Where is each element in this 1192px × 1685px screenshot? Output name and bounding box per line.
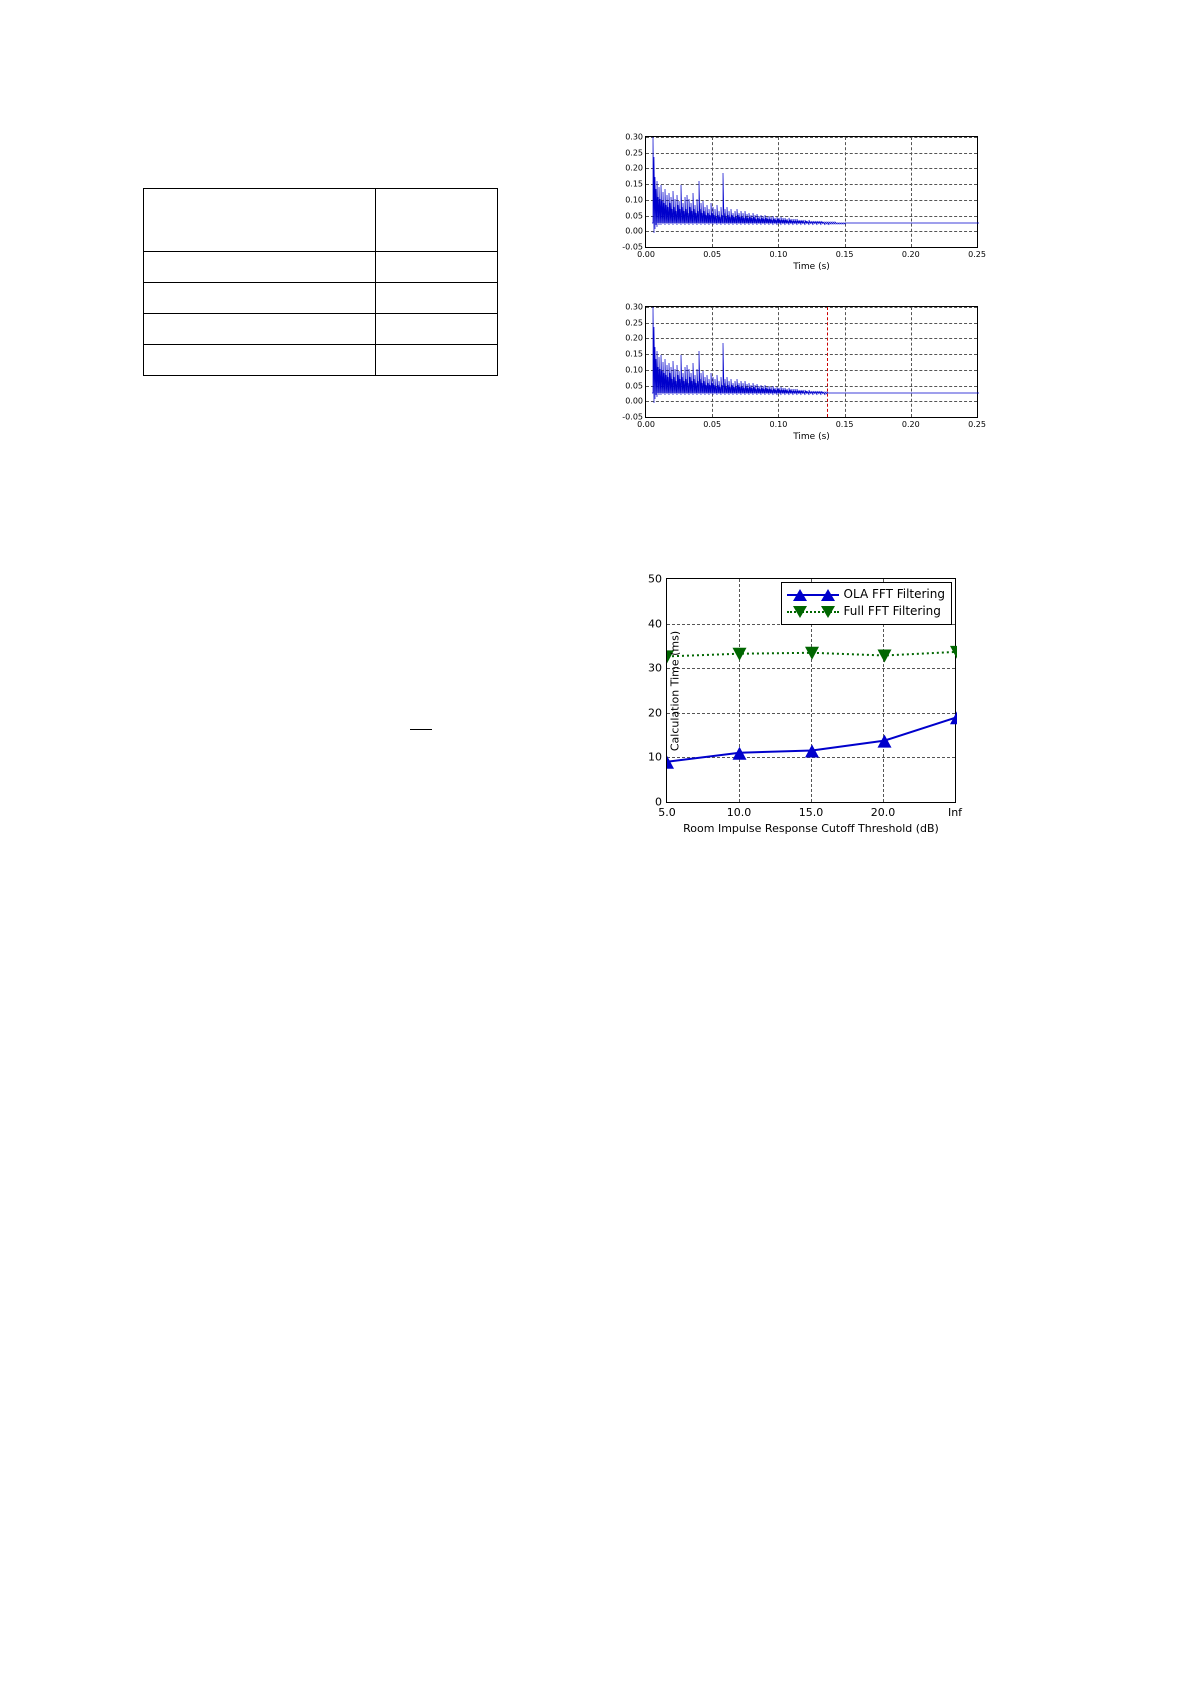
y-tick-label: 0.25 [625,148,643,158]
y-tick-label: 0.20 [625,333,643,343]
table-header-cell [376,189,498,252]
x-tick-label: 0.00 [637,420,655,429]
y-tick-label: -0.05 [622,412,643,422]
y-tick-label: 0.15 [625,179,643,189]
x-tick-label: 20.0 [870,806,896,819]
legend-swatch-full [787,605,839,619]
table-cell [376,283,498,314]
x-axis-label: Room Impulse Response Cutoff Threshold (dB) [683,822,939,835]
table-header-cell [144,189,376,252]
x-tick-label: 0.15 [835,420,854,429]
table-row [144,283,498,314]
x-tick-label: 0.00 [637,250,655,259]
table-header-row [144,189,498,252]
y-tick-label: -0.05 [622,242,643,252]
legend-label-full: Full FFT Filtering [843,604,941,618]
rir-full-plot-area [622,132,986,272]
y-tick-label: 0.10 [625,365,643,375]
series-marker [950,711,957,724]
series-marker [878,650,892,663]
table-cell [144,252,376,283]
y-tick-label: 20 [648,706,662,720]
y-tick-label: 50 [648,572,662,586]
y-tick-label: 0.10 [625,195,643,205]
x-tick-label: 5.0 [658,806,676,819]
figure-room-impulse-response-full [600,130,990,280]
results-table [143,188,498,376]
x-tick-label: 0.05 [703,250,722,259]
figure-room-impulse-response-truncated [600,300,990,450]
table-cell [376,252,498,283]
legend-item-full [787,603,945,620]
x-tick-label: 15.0 [798,806,824,819]
figure-calculation-time [608,566,978,836]
x-tick-label: 10.0 [726,806,752,819]
impulse-response-waveform-truncated [646,307,979,419]
y-tick-label: 0.15 [625,349,643,359]
chart-legend [781,582,952,625]
x-tick-label: 0.20 [901,250,920,259]
rir-truncated-plot-area [622,302,986,442]
y-tick-label: 0.00 [625,396,643,406]
legend-item-ola [787,586,945,603]
x-tick-label: 0.20 [901,420,920,429]
x-tick-label: Inf [947,806,963,819]
table-cell [144,314,376,345]
x-tick-label: 0.10 [769,420,788,429]
y-tick-label: 0.20 [625,163,643,173]
y-axis-label: Calculation Time (ms) [668,630,682,751]
x-axis-label: Time (s) [793,262,830,272]
table-row [144,252,498,283]
y-tick-label: 0.30 [625,302,643,312]
y-tick-label: 10 [648,750,662,764]
x-tick-label: 0.25 [968,420,986,429]
calculation-time-plot-area [648,572,963,835]
fraction-bar [410,722,432,736]
x-tick-label: 0.10 [769,250,788,259]
table-row [144,345,498,376]
y-tick-label: 40 [648,617,662,631]
y-tick-label: 0.30 [625,132,643,142]
y-tick-label: 30 [648,661,662,675]
table-cell [144,345,376,376]
x-tick-label: 0.25 [968,250,986,259]
cutoff-threshold-marker [827,307,828,417]
x-tick-label: 0.15 [835,250,854,259]
y-tick-label: 0.05 [625,211,643,221]
series-marker [733,648,747,661]
results-table-block [143,188,497,376]
legend-label-ola: OLA FFT Filtering [843,587,945,601]
x-axis-label: Time (s) [793,432,830,442]
y-tick-label: 0.05 [625,381,643,391]
y-tick-label: 0.00 [625,226,643,236]
y-tick-label: 0.25 [625,318,643,328]
fraction-rule [410,729,432,730]
table-cell [144,283,376,314]
y-tick-label: 0 [655,795,662,809]
series-marker [667,756,674,769]
table-cell [376,314,498,345]
table-row [144,314,498,345]
impulse-response-waveform [646,137,979,249]
legend-swatch-ola [787,588,839,602]
x-tick-label: 0.05 [703,420,722,429]
table-cell [376,345,498,376]
